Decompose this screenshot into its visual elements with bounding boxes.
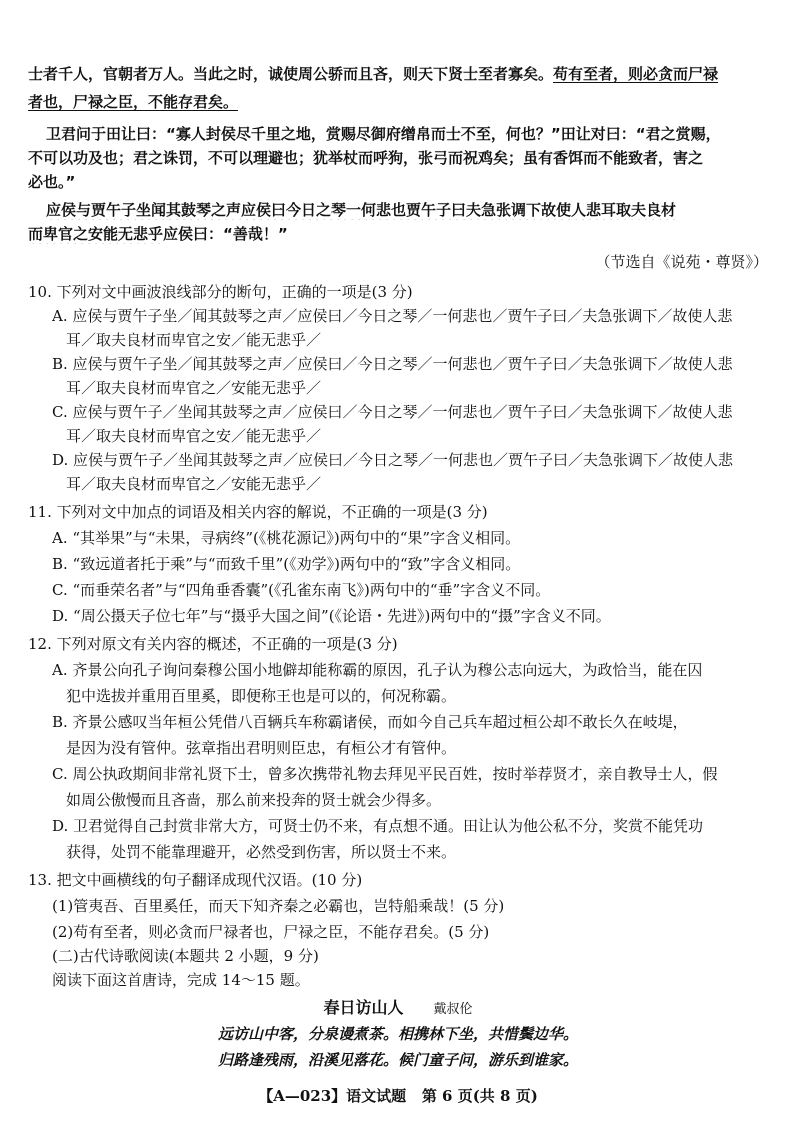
passage-line-6 [46, 200, 768, 220]
page-footer [28, 1086, 768, 1106]
q10-stem: 10. 下列对文中画波浪线部分的断句，正确的一项是(3 分) [28, 283, 413, 301]
footer-code: 【A—023】语文试题 [258, 1087, 407, 1105]
footer-page-number: 第 6 页(共 8 页) [421, 1087, 538, 1105]
q10-option-b: B. 应侯与贾午子坐／闻其鼓琴之声／应侯曰／今日之琴／一何悲也／贾午子曰／夫急张调下／故使人悲 [52, 355, 733, 373]
q12-option-b: B. 齐景公感叹当年桓公凭借八百辆兵车称霸诸侯，而如今自己兵车超过桓公却不敢长久在岐堤， [52, 713, 688, 731]
q10-option-a-cont: 耳／取夫良材而卑官之安／能无悲乎／ [66, 331, 322, 349]
q13-stem: 13. 把文中画横线的句子翻译成现代汉语。(10 分) [28, 871, 363, 889]
q12-option-d: D. 卫君觉得自己封赏非常大方，可贤士仍不来，有点想不通。田让认为他公私不分，奖赏不能凭功 [52, 817, 704, 835]
q10-option-c: C. 应侯与贾午子／坐闻其鼓琴之声／应侯曰／今日之琴／一何悲也／贾午子曰／夫急张调下／故使人悲 [52, 403, 733, 421]
q12-option-c: C. 周公执政期间非常礼贤下士，曾多次携带礼物去拜见平民百姓，按时举荐贤才，亲自教导士人，假 [52, 765, 718, 783]
passage-text: 士者千人，官朝者万人。当此之时，诚使周公骄而且吝，则天下贤士至者寡矣。 [28, 65, 554, 83]
q13-sentence-1: (1)管夷吾、百里奚任，而天下知齐秦之必霸也，岂特船乘哉！(5 分) [52, 897, 505, 915]
passage-source: （节选自《说苑・尊贤》） [595, 253, 768, 271]
q11-option-a: A. “其举果”与“未果，寻病终”(《桃花源记》)两句中的“果”字含义相同。 [52, 529, 521, 547]
poem-author: 戴叔伦 [433, 1002, 473, 1017]
q12-stem: 12. 下列对原文有关内容的概述，不正确的一项是(3 分) [28, 635, 398, 653]
passage-line-5: 必也。” [28, 173, 76, 191]
passage-line-7 [28, 224, 768, 244]
q12-option-a-cont: 犯中选拔并重用百里奚，即便称王也是可以的，何况称霸。 [66, 687, 457, 705]
q13-sentence-2: (2)苟有至者，则必贪而尸禄者也，尸禄之臣，不能存君矣。(5 分) [52, 923, 490, 941]
poem-line-2: 归路逢残雨，沿溪见落花。候门童子问，游乐到谁家。 [217, 1051, 578, 1069]
section-intro: 阅读下面这首唐诗，完成 14～15 题。 [52, 971, 310, 989]
poem-heading [28, 998, 768, 1020]
q12-option-c-cont: 如周公傲慢而且吝啬，那么前来投奔的贤士就会少得多。 [66, 791, 442, 809]
q12-option-b-cont: 是因为没有管仲。弦章指出君明则臣忠，有桓公才有管仲。 [66, 739, 457, 757]
q10-option-a: A. 应侯与贾午子坐／闻其鼓琴之声／应侯曰／今日之琴／一何悲也／贾午子曰／夫急张调下／故使人悲 [52, 307, 733, 325]
wavy-sentence: 应侯与贾午子坐闻其鼓琴之声应侯曰今日之琴一何悲也贾午子曰夫急张调下故使人悲耳取夫良材 [46, 201, 677, 219]
q11-option-b: B. “致远道者托于乘”与“而致千里”(《劝学》)两句中的“致”字含义相同。 [52, 555, 521, 573]
wavy-sentence: 而卑官之安能无悲乎 [28, 225, 164, 243]
poem-title: 春日访山人 [323, 998, 404, 1017]
passage-line-4: 不可以功及也；君之诛罚，不可以理避也；犹举杖而呼狗，张弓而祝鸡矣；虽有香饵而不能致者，害之 [28, 149, 704, 167]
passage-line-1 [28, 64, 768, 84]
q10-option-b-cont: 耳／取夫良材而卑官之／安能无悲乎／ [66, 379, 322, 397]
underlined-sentence: 苟有至者，则必贪而尸禄 [553, 65, 719, 83]
q10-option-d: D. 应侯与贾午子／坐闻其鼓琴之声／应侯曰／今日之琴／一何悲也／贾午子曰／夫急张调下／故使人悲 [52, 451, 734, 469]
passage-line-3: 卫君问于田让曰：“寡人封侯尽千里之地，赏赐尽御府缯帛而士不至，何也？”田让对曰：“君之赏赐， [46, 125, 721, 143]
poem-line-1: 远访山中客，分泉谩煮茶。相携林下坐，共惜鬓边华。 [217, 1025, 578, 1043]
passage-line-2 [28, 92, 768, 112]
q11-option-c: C. “而垂荣名者”与“四角垂香囊”(《孔雀东南飞》)两句中的“垂”字含义不同。 [52, 581, 551, 599]
passage-text: 应侯曰：“善哉！” [163, 225, 288, 243]
q12-option-a: A. 齐景公向孔子询问秦穆公国小地僻却能称霸的原因，孔子认为穆公志向远大，为政恰当，能在囚 [52, 661, 703, 679]
section-title: (二)古代诗歌阅读(本题共 2 小题，9 分) [52, 947, 319, 965]
q11-option-d: D. “周公摄天子位七年”与“摄乎大国之间”(《论语・先进》)两句中的“摄”字含义不同。 [52, 607, 611, 625]
q11-stem: 11. 下列对文中加点的词语及相关内容的解说，不正确的一项是(3 分) [28, 503, 488, 521]
q10-option-d-cont: 耳／取夫良材而卑官之／安能无悲乎／ [66, 475, 322, 493]
q10-option-c-cont: 耳／取夫良材而卑官之安／能无悲乎／ [66, 427, 322, 445]
q12-option-d-cont: 获得，处罚不能靠理避开，必然受到伤害，所以贤士不来。 [66, 843, 457, 861]
underlined-sentence: 者也，尸禄之臣，不能存君矣。 [28, 93, 239, 111]
